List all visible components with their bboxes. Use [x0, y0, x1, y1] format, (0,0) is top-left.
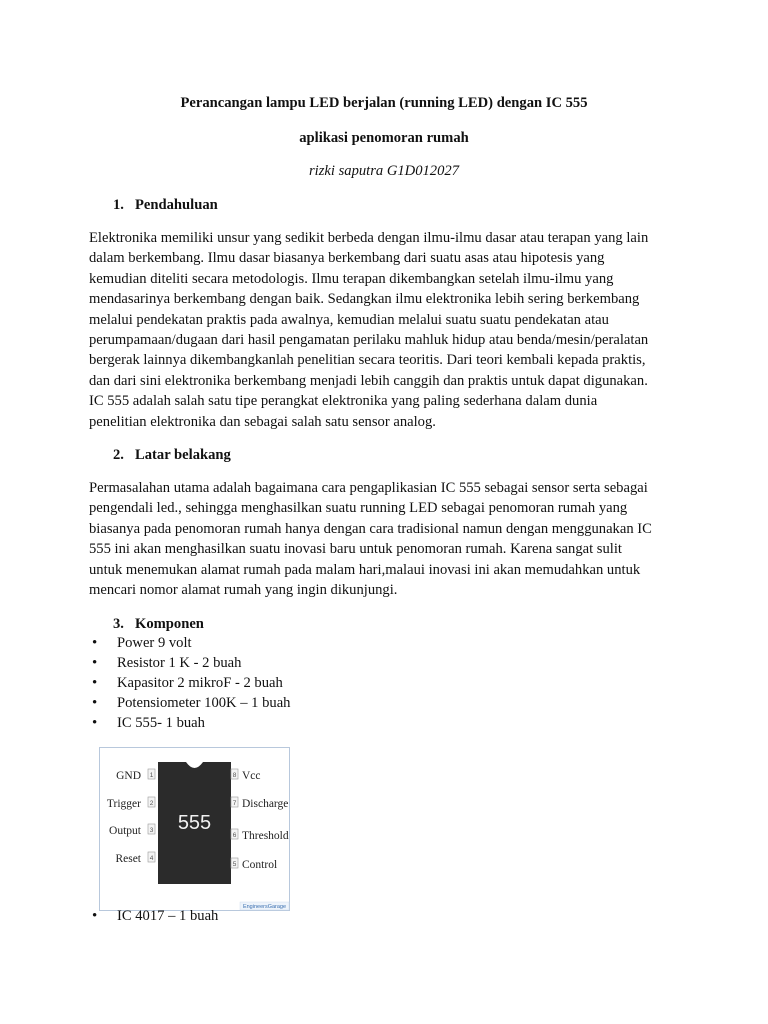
paragraph-line: bergerak lainnya dikembangkanlah penelitian secara teoritis. Dari teori kembali kepada praktis,: [89, 352, 646, 369]
pin-number: 7: [232, 800, 237, 807]
pin-number: 5: [232, 861, 237, 868]
document-subtitle: aplikasi penomoran rumah: [299, 130, 469, 146]
pin-label-reset: Reset: [115, 853, 141, 865]
section-title: Komponen: [135, 616, 204, 632]
list-item: • Resistor 1 K - 2 buah: [89, 653, 290, 673]
watermark-text: EngineersGarage: [242, 904, 287, 910]
pin-label-discharge: Discharge: [242, 798, 289, 810]
pin-number: 8: [232, 772, 237, 779]
document-author: rizki saputra G1D012027: [309, 163, 459, 179]
paragraph-line: mendasarinya berkembang dengan baik. Sedangkan ilmu elektronika lebih sering berkembang: [89, 291, 640, 308]
pin-number: 4: [149, 855, 154, 862]
paragraph-line: IC 555 adalah salah satu tipe perangkat elektronika yang paling sederhana dalam dunia: [89, 393, 598, 410]
pin-number: 3: [149, 827, 154, 834]
section-heading-latar-belakang: [113, 445, 231, 465]
paragraph-line: dan dari sini elektronika berkembang menjadi lebih canggih dan praktis untuk dapat digunakan.: [89, 372, 648, 389]
list-item: • Potensiometer 100K – 1 buah: [89, 693, 290, 713]
paragraph-line: mencari nomor alamat rumah yang ingin dikunjungi.: [89, 582, 398, 599]
paragraph-line: pengendali led., sehingga menghasilkan suatu running LED sebagai penomoran rumah yang: [89, 500, 628, 517]
paragraph-pendahuluan: [89, 228, 679, 432]
pin-number: 1: [149, 772, 154, 779]
paragraph-line: biasanya pada penomoran rumah hanya dengan cara tradisional namun dengan menggunakan IC: [89, 520, 652, 537]
ic-555-pinout-figure: [99, 747, 290, 911]
chip-label: 555: [177, 812, 212, 834]
document-title: Perancangan lampu LED berjalan (running LED) dengan IC 555: [180, 95, 588, 111]
section-title: Latar belakang: [135, 447, 231, 463]
component-list: [89, 633, 290, 733]
section-heading-komponen: [113, 614, 204, 634]
pin-label-vcc: Vcc: [242, 770, 261, 782]
section-title: Pendahuluan: [135, 197, 218, 213]
pin-number: 6: [232, 832, 237, 839]
paragraph-line: 555 ini akan menghasilkan suatu inovasi baru untuk penomoran rumah. Karena sangat sulit: [89, 541, 622, 558]
paragraph-latar-belakang: [89, 478, 679, 600]
pin-label-gnd: GND: [116, 770, 141, 782]
pin-label-trigger: Trigger: [106, 798, 141, 810]
paragraph-line: Elektronika memiliki unsur yang sedikit berbeda dengan ilmu-ilmu dasar atau terapan yang lain: [89, 230, 649, 246]
paragraph-line: dalam berkembang. Ilmu dasar biasanya berkembang dari suatu asas atau hipotesis yang: [89, 250, 605, 267]
ic-555-diagram: [100, 748, 291, 912]
paragraph-line: kemudian diteliti secara metodologis. Ilmu terapan dikembangkan setelah ilmu-ilmu yang: [89, 270, 614, 287]
paragraph-line: perumpamaan/dugaan dari hasil pengamatan perilaku mahluk hidup atau benda/mesin/peralatan: [89, 332, 649, 349]
section-number: 2.: [113, 447, 124, 463]
component-list-continued: [89, 906, 218, 926]
list-item: • Power 9 volt: [89, 633, 290, 653]
pin-label-threshold: Threshold: [242, 830, 289, 842]
paragraph-line: melalui pendekatan praktis pada awalnya, kemudian melalui suatu suatu pendekatan atau: [89, 311, 609, 328]
section-number: 3.: [113, 616, 124, 632]
paragraph-line: penelitian elektronika dan sebagai salah satu sensor analog.: [89, 413, 436, 430]
paragraph-line: Permasalahan utama adalah bagaimana cara pengaplikasian IC 555 sebagai sensor serta sebagai: [89, 480, 648, 496]
section-heading-pendahuluan: [113, 195, 218, 215]
pin-label-output: Output: [109, 825, 141, 837]
list-item: • Kapasitor 2 mikroF - 2 buah: [89, 673, 290, 693]
list-item: • IC 4017 – 1 buah: [89, 906, 218, 926]
section-number: 1.: [113, 197, 124, 213]
pin-number: 2: [149, 800, 154, 807]
paragraph-line: untuk menemukan alamat rumah pada malam hari,malaui inovasi ini akan memudahkan untuk: [89, 561, 641, 578]
pin-label-control: Control: [242, 859, 278, 871]
list-item: • IC 555- 1 buah: [89, 713, 290, 733]
